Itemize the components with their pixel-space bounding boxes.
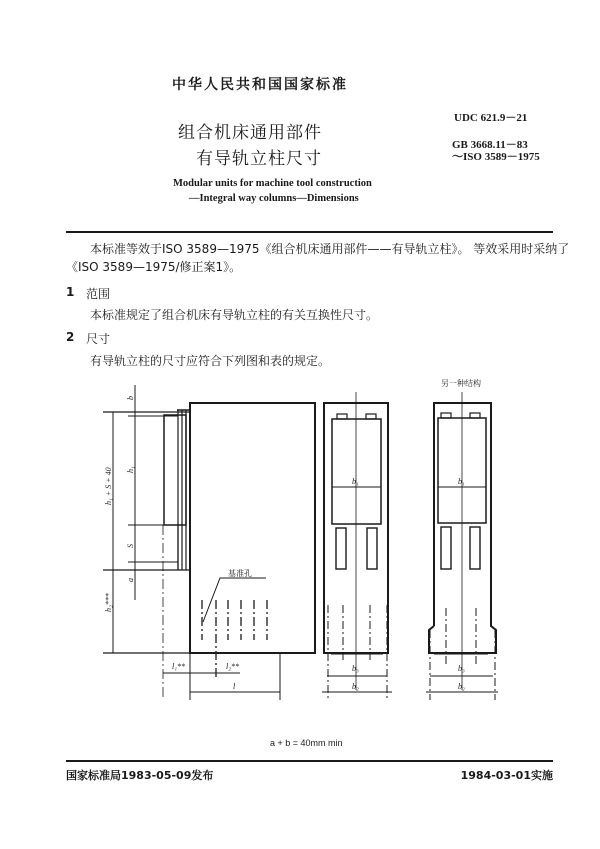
label-h2: h₂*** [104, 593, 113, 612]
label-l: l [233, 682, 236, 691]
label-datum-hole: 基准孔 [228, 569, 252, 578]
effective-date: 1984-03-01实施 [460, 769, 553, 782]
footer-divider [66, 760, 553, 762]
label-l2: l₂** [226, 662, 240, 671]
label-h1-s-40: h₁ + S + 40 [104, 467, 113, 505]
iso-equivalent: ～ISO 3589－1975 [452, 151, 540, 163]
label-s: S [126, 544, 135, 548]
label-a: a [126, 578, 135, 582]
title-cn-line1: 组合机床通用部件 [178, 123, 322, 143]
publication-date: 国家标准局1983-05-09发布 [66, 769, 214, 782]
label-b2-alt: b₂ [458, 682, 465, 691]
standard-body-title: 中华人民共和国国家标准 [172, 77, 348, 93]
section-1-number: 1 [66, 285, 75, 299]
section-2-number: 2 [66, 330, 75, 344]
intro-paragraph: 本标准等效于ISO 3589—1975《组合机床通用部件——有导轨立柱》。 等效采用时采纳了 [90, 242, 570, 256]
side-view [103, 385, 315, 700]
udc-number: UDC 621.9－21 [454, 112, 528, 124]
section-1-text: 本标准规定了组合机床有导轨立柱的有关互换性尺寸。 [90, 308, 379, 322]
label-alt-structure: 另一种结构 [441, 379, 481, 388]
label-b: b [126, 396, 135, 400]
figure-formula: a + b = 40mm min [270, 738, 343, 748]
label-b3-alt: b₃ [458, 664, 465, 673]
label-b1-alt: b₁ [458, 477, 465, 486]
label-l1: l₁** [172, 662, 186, 671]
alt-structure-view [426, 392, 498, 700]
label-b2-front: b₂ [352, 682, 359, 691]
title-en-line2: —Integral way columns—Dimensions [189, 193, 359, 204]
label-b3-front: b₃ [352, 664, 359, 673]
intro-paragraph-cont: 《ISO 3589—1975/修正案1》。 [66, 260, 242, 274]
title-cn-line2: 有导轨立柱尺寸 [196, 149, 322, 169]
label-h1: h₁ [126, 466, 135, 473]
section-1-title: 范围 [86, 287, 111, 301]
section-2-title: 尺寸 [86, 332, 111, 346]
title-en-line1: Modular units for machine tool construction [173, 178, 372, 189]
section-2-text: 有导轨立柱的尺寸应符合下列图和表的规定。 [90, 354, 331, 368]
label-b1-front: b₁ [352, 477, 359, 486]
front-view [322, 392, 392, 700]
gb-number: GB 3668.11－83 [452, 139, 528, 151]
